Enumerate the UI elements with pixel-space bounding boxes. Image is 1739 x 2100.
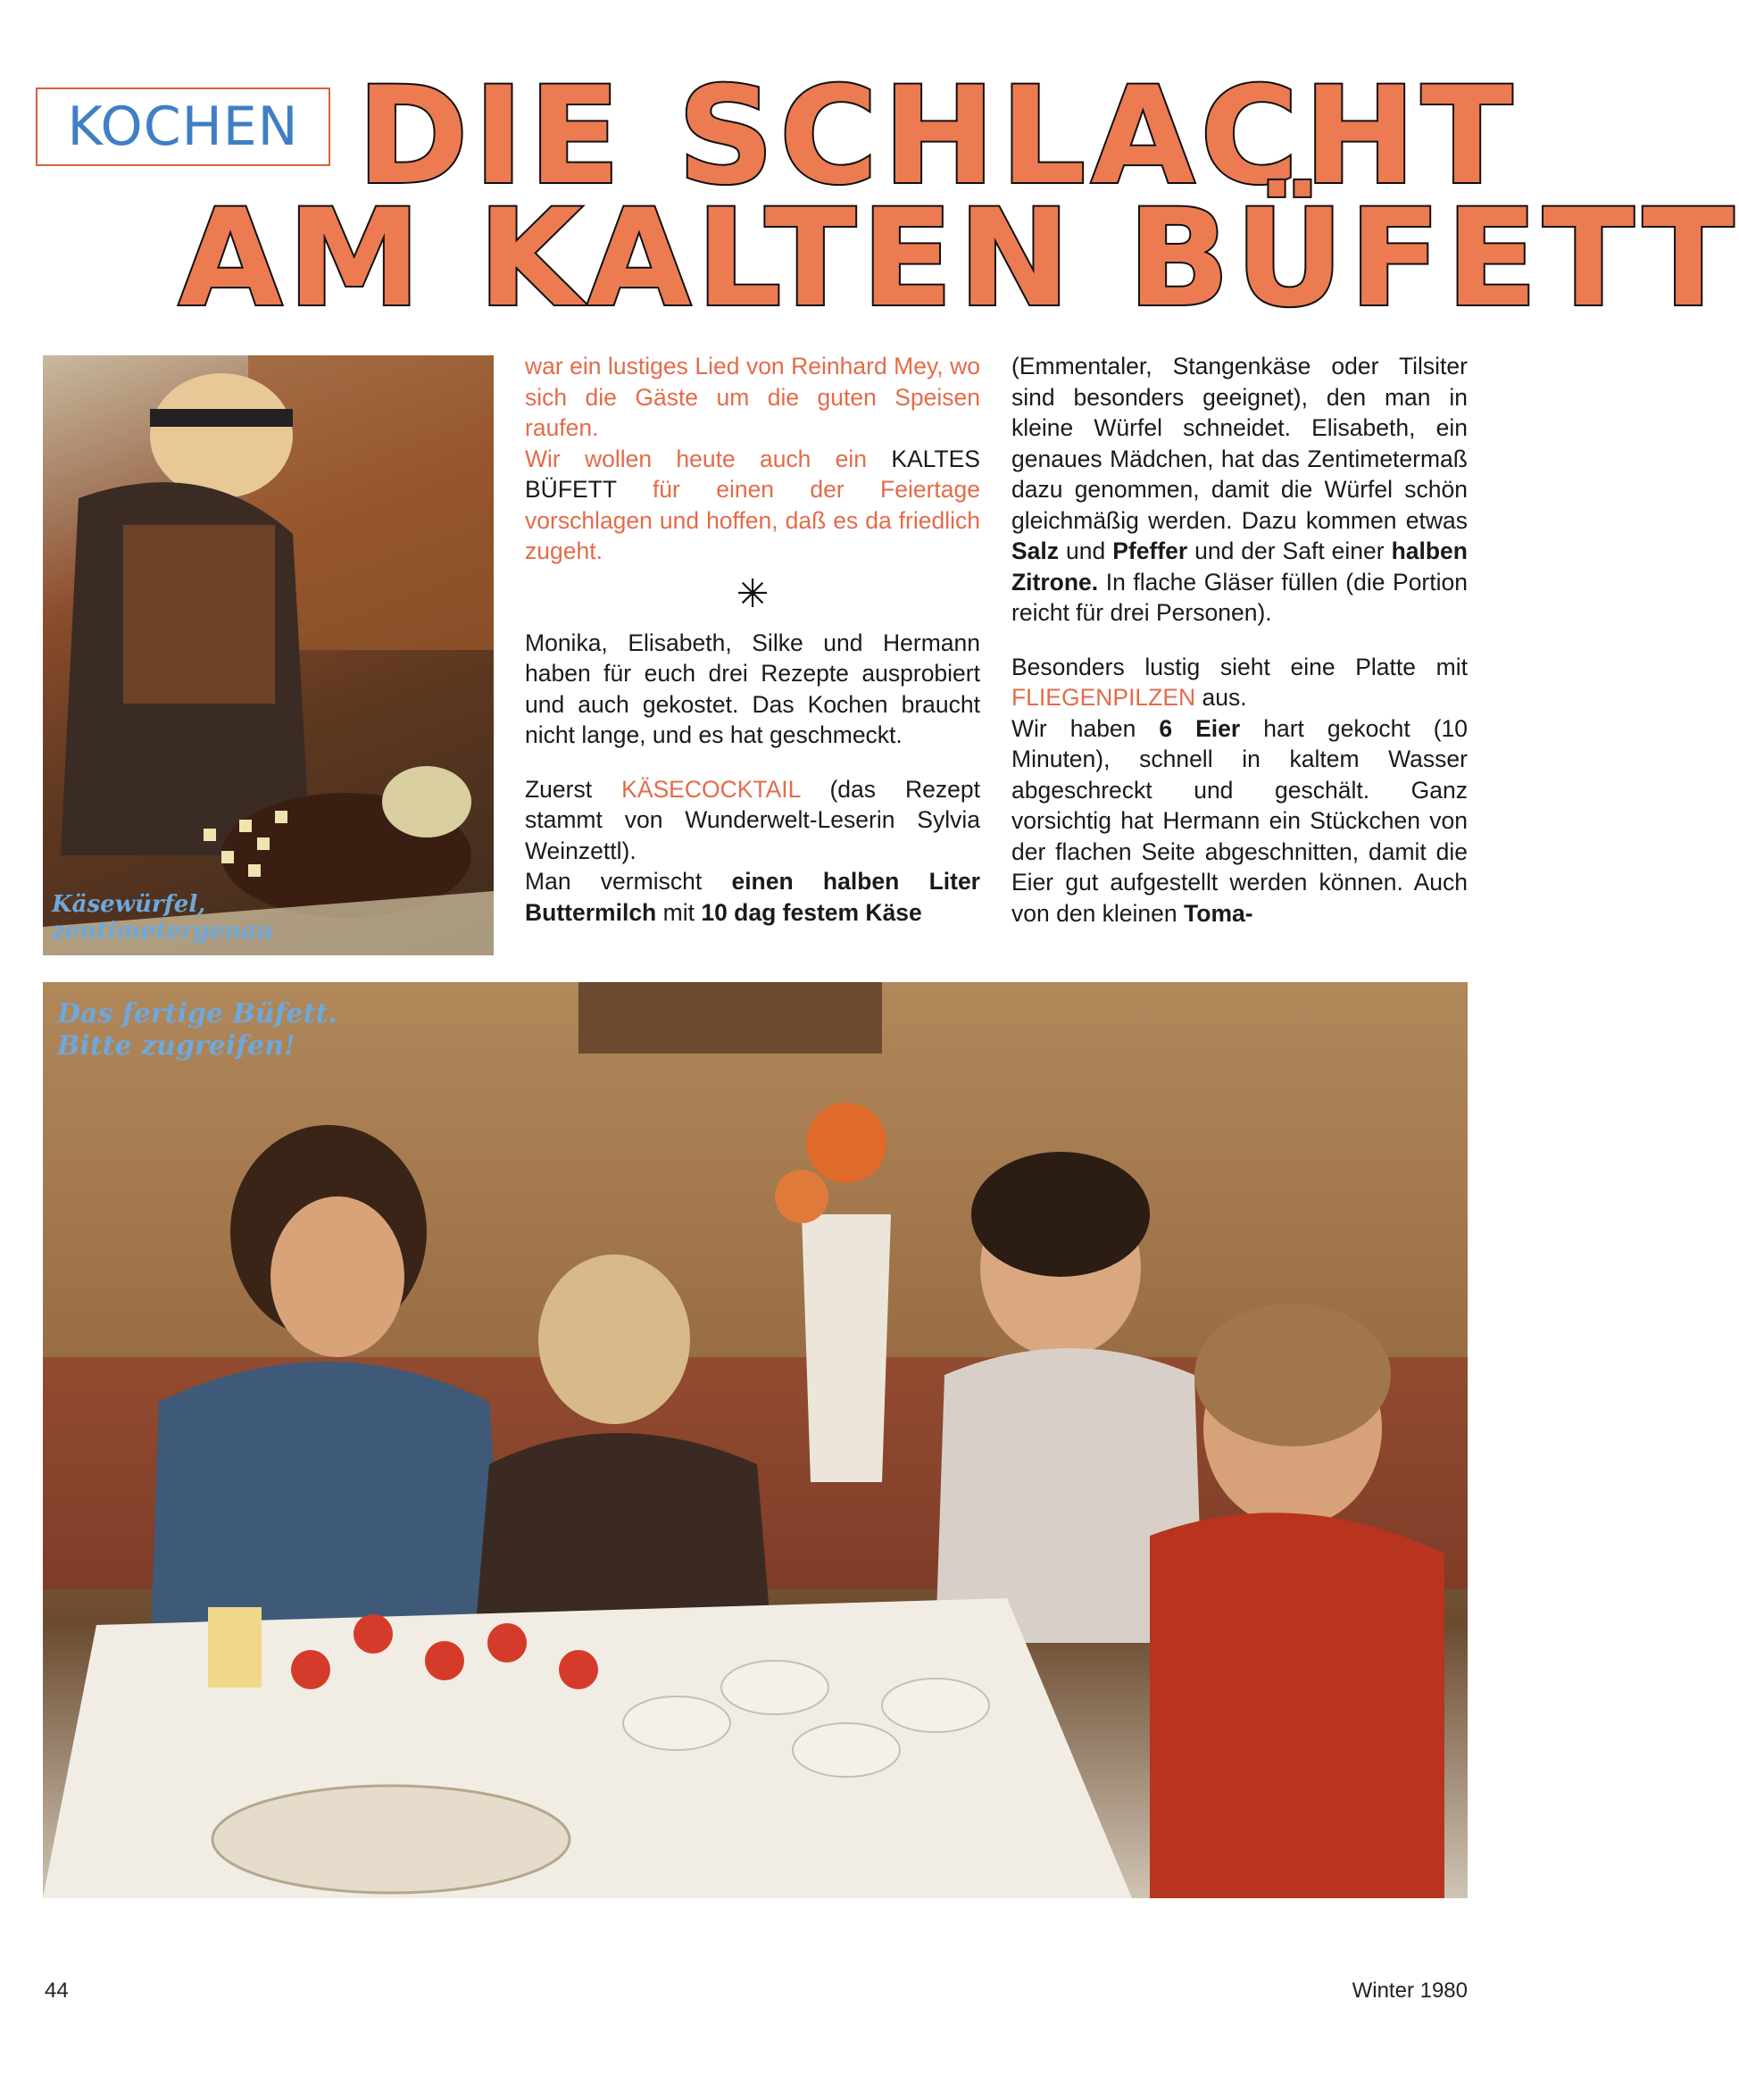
intro-paragraph: war ein lustiges Lied von Reinhard Mey, wo sich die Gäste um die guten Speisen raufen. bbox=[525, 353, 980, 441]
photo-cheese-cubes-illustration bbox=[43, 355, 494, 955]
issue-label: Winter 1980 bbox=[1352, 1979, 1468, 2003]
body-paragraph: Monika, Elisabeth, Silke und Hermann haben für euch drei Rezepte ausprobiert und auch gekostet. Das Kochen braucht nicht lange, und es hat geschmeckt. bbox=[525, 629, 980, 748]
photo-cheese-cubes bbox=[43, 355, 494, 955]
photo-finished-buffet-illustration bbox=[43, 982, 1468, 1898]
asterisk-divider: ✳ bbox=[736, 571, 770, 616]
text-column-middle bbox=[525, 351, 980, 928]
body-paragraph: Wir haben 6 Eier hart gekocht (10 Minuten), schnell in kaltem Wasser abgeschreckt und geschält. Ganz vorsichtig hat Hermann ein Stückchen von der flachen Seite abgeschnitten, damit die Eier gut aufgestellt werden können. Auch von den kleinen Toma- bbox=[1011, 714, 1468, 927]
intro-paragraph-2: Wir wollen heute auch ein KALTES BÜFETT für einen der Feiertage vorschlagen und hoffen, daß es da friedlich zugeht. bbox=[525, 445, 980, 564]
body-paragraph: Zuerst KÄSECOCKTAIL (das Rezept stammt von Wunderwelt-Leserin Sylvia Weinzettl). bbox=[525, 775, 980, 864]
caption-finished-buffet: Das fertige Büfett. Bitte zugreifen! bbox=[57, 998, 337, 1062]
headline-line-1: DIE SCHLACHT bbox=[357, 59, 1519, 214]
photo-finished-buffet bbox=[43, 982, 1468, 1898]
section-label: KOCHEN bbox=[36, 88, 330, 166]
body-paragraph: (Emmentaler, Stangenkäse oder Tilsiter sind besonders geeignet), den man in kleine Würfel schneidet. Elisabeth, ein genaues Mädchen, hat das Zentimetermaß dazu genommen, damit die Würfel schön gleichmäßig werden. Dazu kommen etwas Salz und Pfeffer und der Saft einer halben Zitrone. In flache Gläser füllen (die Portion reicht für drei Personen). bbox=[1011, 353, 1468, 626]
caption-cheese-cubes: Käsewürfel, zentimetergenau bbox=[52, 891, 273, 945]
page-number: 44 bbox=[45, 1979, 69, 2003]
headline-line-2: AM KALTEN BÜFETT bbox=[179, 181, 1739, 337]
body-paragraph: Besonders lustig sieht eine Platte mit FLIEGENPILZEN aus. bbox=[1011, 653, 1468, 711]
text-column-right bbox=[1011, 351, 1468, 929]
body-paragraph: Man vermischt einen halben Liter Buttermilch mit 10 dag festem Käse bbox=[525, 868, 980, 926]
